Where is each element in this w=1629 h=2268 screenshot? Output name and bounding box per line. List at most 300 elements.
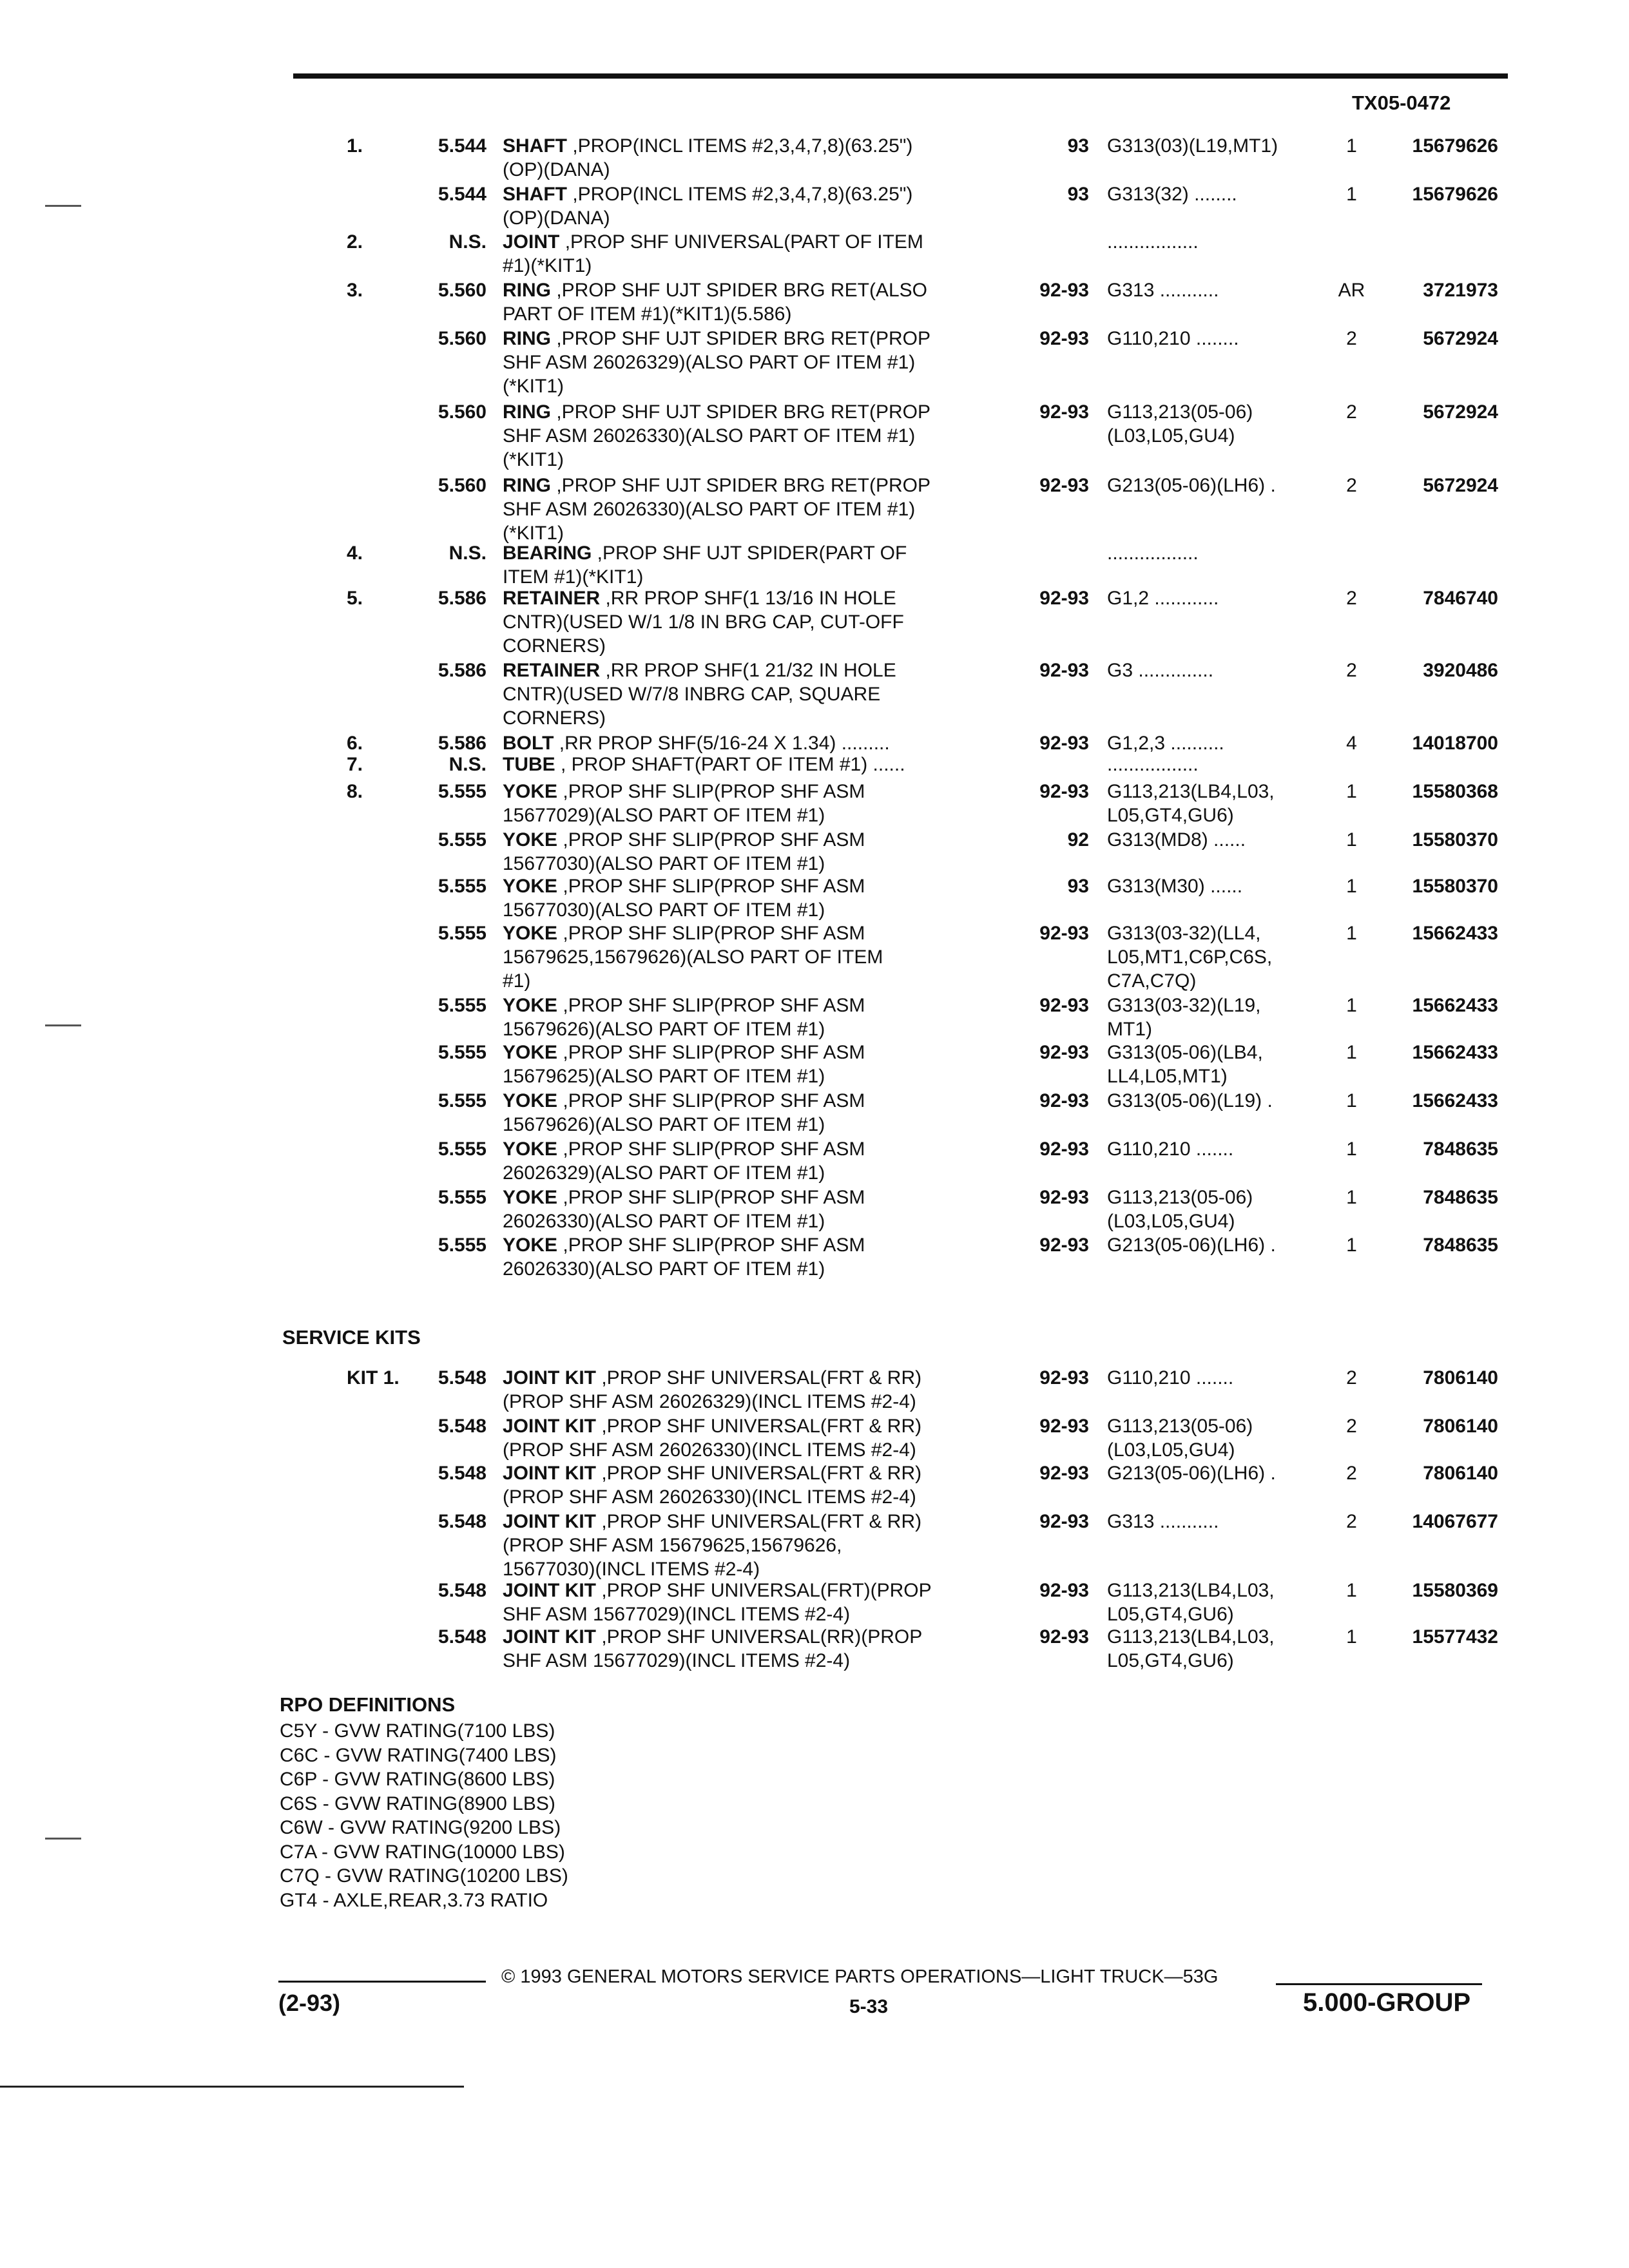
section-number: 5.548: [438, 1626, 487, 1648]
application: [1107, 400, 1253, 448]
description-line: ,RR PROP SHF(1 21/32 IN HOLE: [600, 660, 896, 681]
quantity: 1: [1346, 781, 1357, 802]
section-number: 5.548: [438, 1416, 487, 1437]
description-line: ,PROP(INCL ITEMS #2,3,4,7,8)(63.25"): [567, 135, 913, 157]
part-description: [503, 1579, 932, 1626]
model-years: 92-93: [1039, 995, 1089, 1016]
rpo-definitions: [280, 1719, 568, 1912]
quantity: 1: [1346, 1580, 1357, 1601]
part-description: [503, 658, 896, 730]
rpo-definition: C7A - GVW RATING(10000 LBS): [280, 1841, 565, 1863]
part-name: SHAFT: [503, 184, 567, 205]
application-line: MT1): [1107, 1019, 1152, 1040]
quantity: 1: [1346, 923, 1357, 944]
description-line: ,PROP SHF SLIP(PROP SHF ASM: [557, 1187, 865, 1208]
part-number: 15577432: [1412, 1626, 1498, 1648]
application: [1107, 1461, 1276, 1485]
part-name: YOKE: [503, 1139, 558, 1160]
application-line: G1,2,3 ..........: [1107, 733, 1224, 754]
description-line: CNTR)(USED W/1 1/8 IN BRG CAP, CUT-OFF: [503, 611, 904, 633]
description-line: ,RR PROP SHF(1 13/16 IN HOLE: [600, 588, 896, 609]
rpo-definition: C6S - GVW RATING(8900 LBS): [280, 1792, 555, 1814]
part-number: 15679626: [1412, 184, 1498, 205]
description-line: , PROP SHAFT(PART OF ITEM #1) ......: [555, 754, 905, 775]
part-name: JOINT KIT: [503, 1416, 597, 1437]
item-number: 3.: [347, 280, 363, 301]
part-description: [503, 994, 865, 1041]
model-years: 92-93: [1039, 1187, 1089, 1208]
description-line: ,PROP SHF SLIP(PROP SHF ASM: [557, 829, 865, 850]
application: [1107, 586, 1219, 610]
description-line: (*KIT1): [503, 376, 564, 397]
part-name: JOINT: [503, 231, 560, 253]
quantity: 1: [1346, 1090, 1357, 1111]
part-number: 15580369: [1412, 1580, 1498, 1601]
description-line: ,PROP SHF SLIP(PROP SHF ASM: [557, 1235, 865, 1256]
model-years: 92-93: [1039, 1416, 1089, 1437]
description-line: (PROP SHF ASM 15679625,15679626,: [503, 1535, 842, 1556]
quantity: 2: [1346, 1463, 1357, 1484]
part-description: [503, 1510, 921, 1581]
part-number: 7806140: [1423, 1416, 1498, 1437]
part-name: YOKE: [503, 1187, 558, 1208]
description-line: CORNERS): [503, 635, 606, 657]
rpo-heading: RPO DEFINITIONS: [280, 1693, 456, 1716]
quantity: 1: [1346, 1235, 1357, 1256]
application-line: G1,2 ............: [1107, 588, 1219, 609]
application-line: G313 ...........: [1107, 280, 1219, 301]
description-line: 15677030)(INCL ITEMS #2-4): [503, 1559, 760, 1580]
quantity: 1: [1346, 829, 1357, 850]
footer-rule-right: [1276, 1983, 1482, 1985]
application: [1107, 780, 1275, 827]
section-number: 5.586: [438, 660, 487, 681]
part-name: JOINT KIT: [503, 1580, 597, 1601]
part-description: [503, 1041, 865, 1088]
section-number: 5.548: [438, 1580, 487, 1601]
item-number: 1.: [347, 135, 363, 157]
part-number: 15580370: [1412, 829, 1498, 850]
part-description: [503, 278, 927, 326]
application-line: (L03,L05,GU4): [1107, 1439, 1235, 1461]
description-line: 15679626)(ALSO PART OF ITEM #1): [503, 1114, 825, 1135]
part-number: 15662433: [1412, 923, 1498, 944]
part-name: YOKE: [503, 1042, 558, 1063]
part-number: 15679626: [1412, 135, 1498, 157]
section-number: 5.586: [438, 588, 487, 609]
section-number: 5.548: [438, 1367, 487, 1389]
description-line: PART OF ITEM #1)(*KIT1)(5.586): [503, 303, 792, 325]
description-line: SHF ASM 26026329)(ALSO PART OF ITEM #1): [503, 352, 916, 373]
part-name: JOINT KIT: [503, 1367, 597, 1389]
model-years: 92-93: [1039, 1235, 1089, 1256]
application-line: G313 ...........: [1107, 1511, 1219, 1532]
description-line: 15679625,15679626)(ALSO PART OF ITEM: [503, 947, 883, 968]
item-number: KIT 1.: [347, 1367, 400, 1389]
section-number: 5.560: [438, 280, 487, 301]
part-name: RETAINER: [503, 660, 601, 681]
application-line: G313(05-06)(L19) .: [1107, 1090, 1273, 1111]
application-line: L05,GT4,GU6): [1107, 805, 1234, 826]
model-years: 92-93: [1039, 280, 1089, 301]
model-years: 93: [1067, 184, 1089, 205]
part-number: 7806140: [1423, 1367, 1498, 1389]
application-line: G313(03-32)(LL4,: [1107, 923, 1261, 944]
quantity: 1: [1346, 184, 1357, 205]
model-years: 92-93: [1039, 1139, 1089, 1160]
application: [1107, 1579, 1275, 1626]
application-line: G3 ..............: [1107, 660, 1214, 681]
application: [1107, 994, 1260, 1041]
item-number: 8.: [347, 781, 363, 802]
description-line: (OP)(DANA): [503, 159, 610, 180]
part-description: [503, 474, 930, 545]
quantity: 2: [1346, 1367, 1357, 1389]
application-line: (L03,L05,GU4): [1107, 425, 1235, 447]
part-number: 7848635: [1423, 1139, 1498, 1160]
part-name: BOLT: [503, 733, 554, 754]
description-line: SHF ASM 15677029)(INCL ITEMS #2-4): [503, 1604, 851, 1625]
application: [1107, 1510, 1219, 1533]
application: [1107, 828, 1246, 852]
margin-mark: [45, 1838, 81, 1840]
part-description: [503, 753, 905, 776]
item-number: 2.: [347, 231, 363, 253]
section-number: 5.560: [438, 475, 487, 496]
application-line: G110,210 .......: [1107, 1139, 1234, 1160]
part-number: 5672924: [1423, 401, 1498, 423]
description-line: ,PROP SHF UNIVERSAL(FRT & RR): [596, 1416, 922, 1437]
model-years: 92-93: [1039, 1580, 1089, 1601]
model-years: 92-93: [1039, 588, 1089, 609]
application: [1107, 1233, 1276, 1257]
application: [1107, 731, 1224, 755]
rpo-definition: C6W - GVW RATING(9200 LBS): [280, 1817, 561, 1838]
part-number: 3721973: [1423, 280, 1498, 301]
part-description: [503, 1366, 921, 1414]
description-line: 15677029)(ALSO PART OF ITEM #1): [503, 805, 825, 826]
description-line: SHF ASM 26026330)(ALSO PART OF ITEM #1): [503, 499, 916, 520]
description-line: #1)(*KIT1): [503, 255, 592, 276]
description-line: ,PROP SHF UJT SPIDER BRG RET(PROP: [551, 328, 930, 349]
section-number: 5.560: [438, 328, 487, 349]
footer-copyright: © 1993 GENERAL MOTORS SERVICE PARTS OPERATIONS—LIGHT TRUCK—53G: [501, 1966, 1219, 1987]
application: [1107, 278, 1219, 302]
part-description: [503, 921, 883, 993]
document-code: TX05-0472: [1352, 91, 1451, 114]
part-description: [503, 327, 930, 398]
application: [1107, 1414, 1253, 1462]
description-line: (PROP SHF ASM 26026330)(INCL ITEMS #2-4): [503, 1486, 916, 1508]
rpo-definition: C6P - GVW RATING(8600 LBS): [280, 1769, 555, 1790]
description-line: 26026330)(ALSO PART OF ITEM #1): [503, 1211, 825, 1232]
quantity: 2: [1346, 401, 1357, 423]
model-years: 92-93: [1039, 1511, 1089, 1532]
scan-edge-line: [0, 2086, 464, 2088]
application-line: G313(32) ........: [1107, 184, 1237, 205]
application-line: G110,210 ........: [1107, 328, 1239, 349]
section-number: 5.555: [438, 1235, 487, 1256]
quantity: 1: [1346, 1187, 1357, 1208]
model-years: 92-93: [1039, 1042, 1089, 1063]
service-kits-heading: SERVICE KITS: [282, 1326, 421, 1349]
description-line: ,PROP SHF UJT SPIDER BRG RET(PROP: [551, 475, 930, 496]
application: [1107, 327, 1239, 351]
margin-mark: [45, 1024, 81, 1026]
quantity: 2: [1346, 1416, 1357, 1437]
application-line: G113,213(LB4,L03,: [1107, 1580, 1275, 1601]
section-number: N.S.: [448, 231, 487, 253]
model-years: 92: [1067, 829, 1089, 850]
part-description: [503, 182, 912, 230]
part-number: 5672924: [1423, 328, 1498, 349]
model-years: 92-93: [1039, 1626, 1089, 1648]
quantity: 2: [1346, 660, 1357, 681]
part-name: JOINT KIT: [503, 1626, 597, 1648]
application-line: .................: [1107, 543, 1199, 564]
part-number: 7848635: [1423, 1187, 1498, 1208]
model-years: 93: [1067, 876, 1089, 897]
application: [1107, 230, 1199, 254]
part-description: [503, 230, 923, 278]
description-line: 15679625)(ALSO PART OF ITEM #1): [503, 1066, 825, 1087]
description-line: SHF ASM 26026330)(ALSO PART OF ITEM #1): [503, 425, 916, 447]
section-number: 5.548: [438, 1463, 487, 1484]
part-number: 5672924: [1423, 475, 1498, 496]
description-line: 26026330)(ALSO PART OF ITEM #1): [503, 1258, 825, 1280]
part-description: [503, 1625, 922, 1673]
section-number: 5.555: [438, 1042, 487, 1063]
description-line: (PROP SHF ASM 26026330)(INCL ITEMS #2-4): [503, 1439, 916, 1461]
part-name: SHAFT: [503, 135, 567, 157]
application: [1107, 134, 1278, 158]
part-number: 15580370: [1412, 876, 1498, 897]
description-line: ,PROP SHF UNIVERSAL(FRT & RR): [596, 1367, 922, 1389]
description-line: ,PROP SHF SLIP(PROP SHF ASM: [557, 1090, 865, 1111]
description-line: ,PROP SHF UNIVERSAL(RR)(PROP: [596, 1626, 923, 1648]
quantity: 2: [1346, 1511, 1357, 1532]
section-number: 5.555: [438, 781, 487, 802]
part-number: 7846740: [1423, 588, 1498, 609]
top-rule: [293, 73, 1508, 79]
rpo-definition: C6C - GVW RATING(7400 LBS): [280, 1744, 557, 1766]
section-number: 5.555: [438, 1090, 487, 1111]
section-number: 5.555: [438, 995, 487, 1016]
quantity: 1: [1346, 1042, 1357, 1063]
quantity: 1: [1346, 1626, 1357, 1648]
application-line: G313(05-06)(LB4,: [1107, 1042, 1263, 1063]
part-name: RING: [503, 280, 551, 301]
part-number: 14018700: [1412, 733, 1498, 754]
part-description: [503, 1137, 865, 1185]
description-line: ,PROP SHF SLIP(PROP SHF ASM: [557, 1042, 865, 1063]
application-line: (L03,L05,GU4): [1107, 1211, 1235, 1232]
description-line: ,PROP SHF SLIP(PROP SHF ASM: [557, 995, 865, 1016]
item-number: 7.: [347, 754, 363, 775]
application: [1107, 1186, 1253, 1233]
description-line: ,PROP SHF UJT SPIDER BRG RET(PROP: [551, 401, 930, 423]
part-name: YOKE: [503, 923, 558, 944]
part-name: JOINT KIT: [503, 1511, 597, 1532]
section-number: 5.555: [438, 829, 487, 850]
part-description: [503, 874, 865, 922]
model-years: 92-93: [1039, 328, 1089, 349]
part-name: RING: [503, 328, 551, 349]
application-line: .................: [1107, 754, 1199, 775]
application: [1107, 182, 1237, 206]
model-years: 92-93: [1039, 660, 1089, 681]
section-number: 5.544: [438, 184, 487, 205]
section-number: 5.586: [438, 733, 487, 754]
part-number: 15662433: [1412, 995, 1498, 1016]
section-number: N.S.: [448, 754, 487, 775]
model-years: 92-93: [1039, 923, 1089, 944]
application-line: G213(05-06)(LH6) .: [1107, 1463, 1276, 1484]
description-line: (*KIT1): [503, 523, 564, 544]
description-line: ,PROP SHF UJT SPIDER(PART OF: [592, 543, 907, 564]
application: [1107, 658, 1213, 682]
part-name: YOKE: [503, 829, 558, 850]
application: [1107, 1625, 1275, 1673]
part-name: BEARING: [503, 543, 592, 564]
part-name: JOINT KIT: [503, 1463, 597, 1484]
application-line: C7A,C7Q): [1107, 970, 1197, 992]
description-line: 15677030)(ALSO PART OF ITEM #1): [503, 853, 825, 874]
description-line: CNTR)(USED W/7/8 INBRG CAP, SQUARE: [503, 684, 881, 705]
application-line: G313(MD8) ......: [1107, 829, 1246, 850]
description-line: ,PROP SHF UNIVERSAL(FRT & RR): [596, 1511, 922, 1532]
part-name: YOKE: [503, 781, 558, 802]
application-line: G113,213(05-06): [1107, 1416, 1253, 1437]
page-number: 5-33: [849, 1996, 889, 2017]
description-line: ,PROP SHF SLIP(PROP SHF ASM: [557, 923, 865, 944]
description-line: ,PROP SHF UNIVERSAL(FRT & RR): [596, 1463, 922, 1484]
part-description: [503, 1233, 865, 1281]
application: [1107, 874, 1242, 898]
description-line: CORNERS): [503, 707, 606, 729]
application: [1107, 1041, 1263, 1088]
rpo-definition: GT4 - AXLE,REAR,3.73 RATIO: [280, 1889, 548, 1911]
description-line: (*KIT1): [503, 449, 564, 470]
application: [1107, 474, 1276, 497]
description-line: ,PROP SHF UJT SPIDER BRG RET(ALSO: [551, 280, 928, 301]
description-line: 15677030)(ALSO PART OF ITEM #1): [503, 899, 825, 921]
part-description: [503, 828, 865, 876]
part-name: RING: [503, 401, 551, 423]
application: [1107, 753, 1199, 776]
quantity: 1: [1346, 1139, 1357, 1160]
part-name: TUBE: [503, 754, 555, 775]
part-number: 3920486: [1423, 660, 1498, 681]
quantity: 4: [1346, 733, 1357, 754]
section-number: 5.560: [438, 401, 487, 423]
part-name: YOKE: [503, 1235, 558, 1256]
application-line: LL4,L05,MT1): [1107, 1066, 1228, 1087]
quantity: 2: [1346, 588, 1357, 609]
quantity: 1: [1346, 135, 1357, 157]
rpo-definition: C5Y - GVW RATING(7100 LBS): [280, 1720, 555, 1742]
part-description: [503, 400, 930, 472]
description-line: ,PROP SHF SLIP(PROP SHF ASM: [557, 876, 865, 897]
model-years: 92-93: [1039, 401, 1089, 423]
description-line: #1): [503, 970, 531, 992]
description-line: ,PROP SHF SLIP(PROP SHF ASM: [557, 781, 865, 802]
application-line: G213(05-06)(LH6) .: [1107, 1235, 1276, 1256]
part-description: [503, 731, 890, 755]
description-line: ,PROP SHF UNIVERSAL(PART OF ITEM: [559, 231, 923, 253]
part-number: 14067677: [1412, 1511, 1498, 1532]
application-line: L05,GT4,GU6): [1107, 1604, 1234, 1625]
part-description: [503, 1461, 921, 1509]
part-number: 15580368: [1412, 781, 1498, 802]
description-line: SHF ASM 15677029)(INCL ITEMS #2-4): [503, 1650, 851, 1671]
application: [1107, 1366, 1233, 1390]
footer-rule-left: [278, 1981, 486, 1983]
section-number: 5.548: [438, 1511, 487, 1532]
model-years: 92-93: [1039, 1367, 1089, 1389]
application-line: G113,213(LB4,L03,: [1107, 1626, 1275, 1648]
part-description: [503, 1186, 865, 1233]
item-number: 5.: [347, 588, 363, 609]
part-name: RING: [503, 475, 551, 496]
application-line: G313(03-32)(L19,: [1107, 995, 1261, 1016]
quantity: 2: [1346, 475, 1357, 496]
model-years: 92-93: [1039, 733, 1089, 754]
section-number: 5.555: [438, 923, 487, 944]
section-number: N.S.: [448, 543, 487, 564]
application-line: G313(M30) ......: [1107, 876, 1243, 897]
rpo-definition: C7Q - GVW RATING(10200 LBS): [280, 1865, 568, 1887]
model-years: 92-93: [1039, 781, 1089, 802]
quantity: 1: [1346, 995, 1357, 1016]
quantity: 1: [1346, 876, 1357, 897]
part-description: [503, 1414, 921, 1462]
part-number: 15662433: [1412, 1042, 1498, 1063]
description-line: ,PROP SHF SLIP(PROP SHF ASM: [557, 1139, 865, 1160]
group-label: 5.000-GROUP: [1303, 1988, 1471, 2017]
application-line: G113,213(05-06): [1107, 1187, 1253, 1208]
section-number: 5.555: [438, 1139, 487, 1160]
part-description: [503, 541, 907, 589]
quantity: AR: [1338, 280, 1365, 301]
description-line: ,RR PROP SHF(5/16-24 X 1.34) .........: [554, 733, 890, 754]
model-years: 92-93: [1039, 1090, 1089, 1111]
application-line: G213(05-06)(LH6) .: [1107, 475, 1276, 496]
application: [1107, 1137, 1233, 1161]
description-line: ,PROP(INCL ITEMS #2,3,4,7,8)(63.25"): [567, 184, 913, 205]
section-number: 5.544: [438, 135, 487, 157]
description-line: 15679626)(ALSO PART OF ITEM #1): [503, 1019, 825, 1040]
quantity: 2: [1346, 328, 1357, 349]
model-years: 93: [1067, 135, 1089, 157]
part-number: 7848635: [1423, 1235, 1498, 1256]
application: [1107, 921, 1272, 993]
description-line: ITEM #1)(*KIT1): [503, 566, 644, 588]
part-name: YOKE: [503, 876, 558, 897]
section-number: 5.555: [438, 1187, 487, 1208]
application-line: .................: [1107, 231, 1199, 253]
part-name: YOKE: [503, 1090, 558, 1111]
application-line: L05,GT4,GU6): [1107, 1650, 1234, 1671]
footer-date: (2-93): [278, 1990, 341, 2016]
part-description: [503, 134, 912, 182]
application-line: L05,MT1,C6P,C6S,: [1107, 947, 1273, 968]
item-number: 4.: [347, 543, 363, 564]
part-description: [503, 780, 865, 827]
part-name: YOKE: [503, 995, 558, 1016]
description-line: ,PROP SHF UNIVERSAL(FRT)(PROP: [596, 1580, 932, 1601]
description-line: 26026329)(ALSO PART OF ITEM #1): [503, 1162, 825, 1184]
